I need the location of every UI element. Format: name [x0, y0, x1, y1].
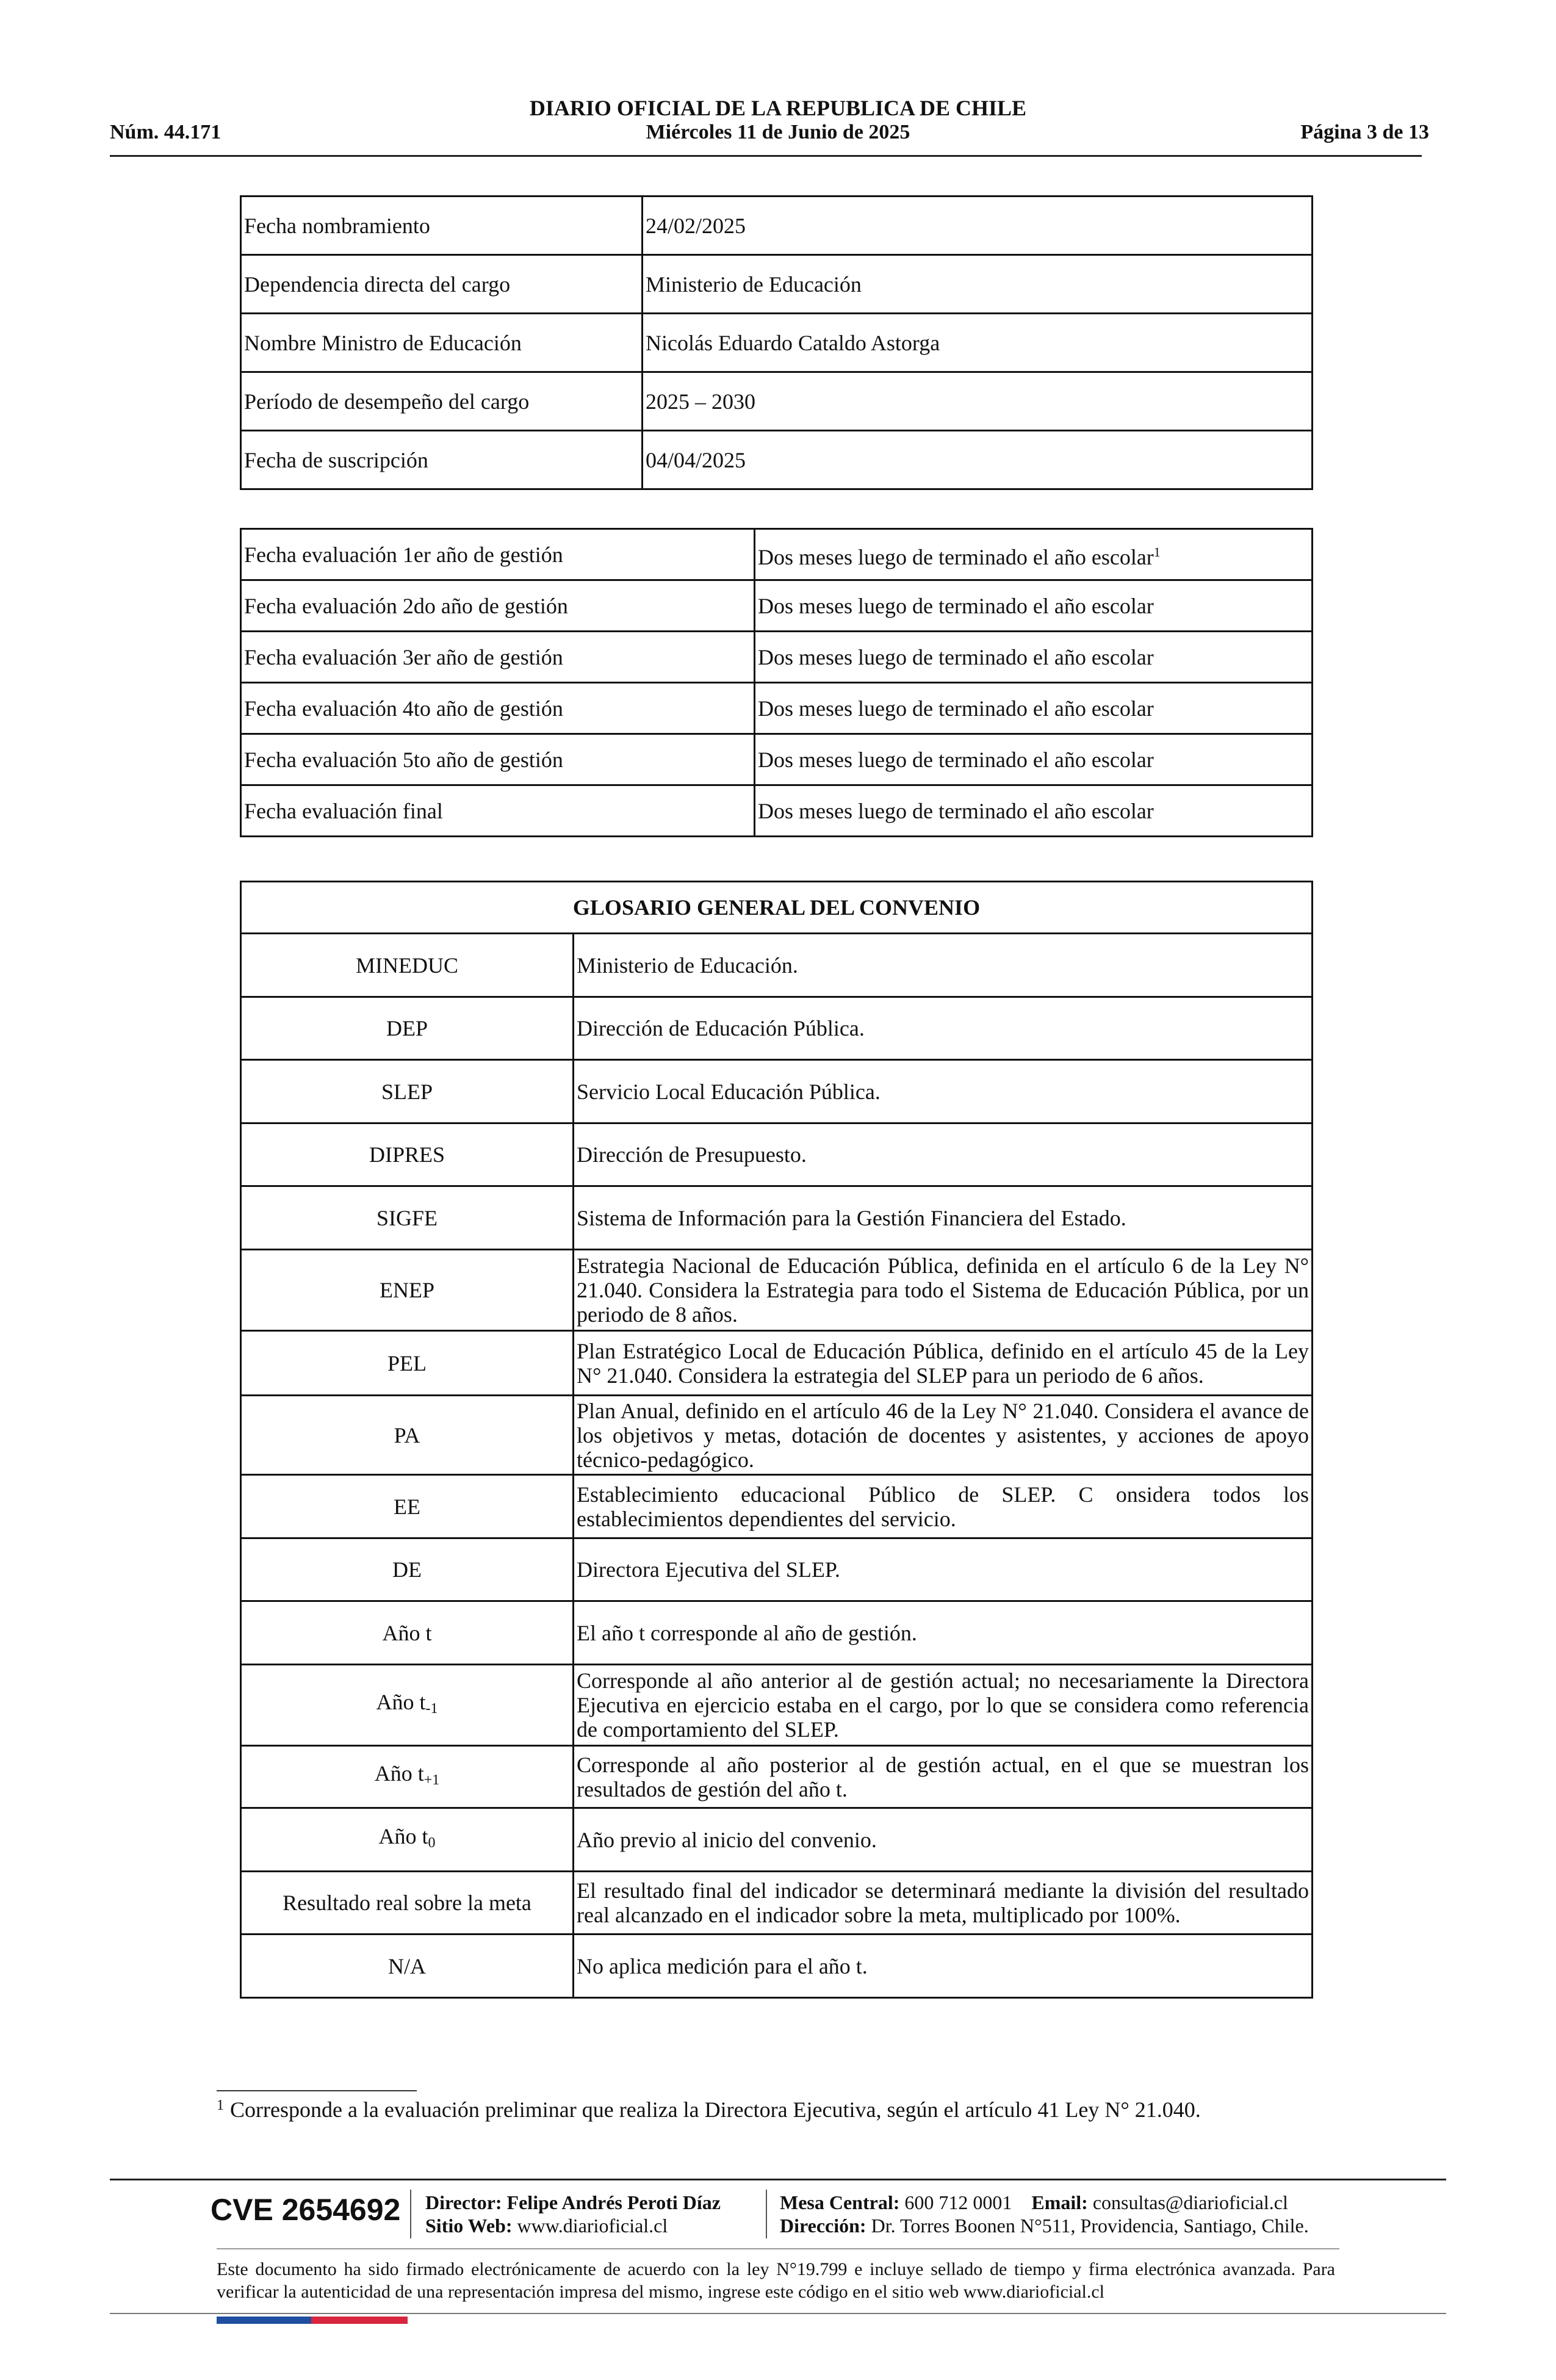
glossary-term: EE: [241, 1475, 574, 1538]
table-row: [241, 1250, 1313, 1331]
row-value: [755, 529, 1313, 580]
glossary-term: DIPRES: [241, 1123, 574, 1186]
row-label: Nombre Ministro de Educación: [241, 314, 643, 372]
table-row: [241, 997, 1313, 1060]
footnote-number: 1: [217, 2097, 224, 2113]
row-label: Fecha evaluación 5to año de gestión: [241, 734, 755, 785]
row-value: Dos meses luego de terminado el año escolar: [755, 580, 1313, 632]
glossary-definition: Directora Ejecutiva del SLEP.: [574, 1538, 1313, 1601]
row-value-text: Dos meses luego de terminado el año escolar: [758, 544, 1154, 569]
row-label: Fecha de suscripción: [241, 431, 643, 489]
table-row: [241, 1872, 1313, 1935]
mesa-phone: 600 712 0001: [904, 2191, 1012, 2213]
table-row: [241, 1186, 1313, 1250]
email-link[interactable]: consultas@diarioficial.cl: [1092, 2191, 1288, 2213]
table-row: [241, 1746, 1313, 1808]
glossary-term: Resultado real sobre la meta: [241, 1872, 574, 1935]
row-label: Fecha nombramiento: [241, 197, 643, 255]
table-row: [241, 1935, 1313, 1998]
row-value: Dos meses luego de terminado el año escolar: [755, 734, 1313, 785]
table-row: [241, 734, 1313, 785]
glossary-term: PEL: [241, 1331, 574, 1396]
row-value: Ministerio de Educación: [643, 255, 1313, 314]
table-row: [241, 580, 1313, 632]
term-text: Año t: [374, 1761, 424, 1786]
page-number: Página 3 de 13: [1300, 121, 1429, 143]
glossary-term: [241, 1665, 574, 1746]
row-label: Fecha evaluación 2do año de gestión: [241, 580, 755, 632]
table-row: [241, 255, 1313, 314]
glossary-definition: Estrategia Nacional de Educación Pública, definida en el artículo 6 de la Ley N° 21.040. Considera la Estrategia para todo el Sistema de Educación Pública, por un periodo de 8 años.: [574, 1250, 1313, 1331]
glossary-term: SLEP: [241, 1060, 574, 1123]
glossary-term: PA: [241, 1396, 574, 1475]
row-value: 2025 – 2030: [643, 372, 1313, 431]
table-row: [241, 431, 1313, 489]
glossary-definition: Año previo al inicio del convenio.: [574, 1808, 1313, 1872]
web-label: Sitio Web:: [425, 2215, 513, 2237]
flag-bar-blue: [217, 2317, 311, 2324]
glossary-definition: Corresponde al año posterior al de gestión actual, en el que se muestran los resultados de gestión del año t.: [574, 1746, 1313, 1808]
glossary-definition: Sistema de Información para la Gestión Financiera del Estado.: [574, 1186, 1313, 1250]
glossary-definition: El resultado final del indicador se determinará mediante la división del resultado real alcanzado en el indicador sobre la meta, multiplicado por 100%.: [574, 1872, 1313, 1935]
footer-director-block: [425, 2191, 721, 2237]
table-row: [241, 197, 1313, 255]
cve-code: CVE 2654692: [211, 2193, 401, 2227]
glossary-definition: Ministerio de Educación.: [574, 934, 1313, 997]
row-label: Fecha evaluación 1er año de gestión: [241, 529, 755, 580]
glossary-term: N/A: [241, 1935, 574, 1998]
row-value: 24/02/2025: [643, 197, 1313, 255]
term-subscript: -1: [425, 1700, 438, 1717]
table-row: [241, 372, 1313, 431]
glossary-definition: Establecimiento educacional Público de SLEP. C onsidera todos los establecimientos dependientes del servicio.: [574, 1475, 1313, 1538]
row-value: 04/04/2025: [643, 431, 1313, 489]
glossary-term: DE: [241, 1538, 574, 1601]
footer-legal-note: Este documento ha sido firmado electrónicamente de acuerdo con la ley N°19.799 e incluye sellado de tiempo y firma electrónica avanzada. Para verificar la autenticidad de una representación impresa del mismo, ingrese este código en el sitio web www.diarioficial.cl: [217, 2259, 1335, 2302]
evaluation-dates-table: [240, 528, 1313, 837]
glossary-term: Año t: [241, 1601, 574, 1665]
address-text: Dr. Torres Boonen N°511, Providencia, Santiago, Chile.: [871, 2215, 1309, 2237]
footer-separator: [766, 2190, 767, 2238]
mesa-label: Mesa Central:: [780, 2191, 900, 2213]
table-row: [241, 1060, 1313, 1123]
table-row: [241, 1665, 1313, 1746]
table-row: [241, 1396, 1313, 1475]
web-link[interactable]: www.diarioficial.cl: [517, 2215, 668, 2237]
table-row: [241, 314, 1313, 372]
footer-bottom-divider: [110, 2313, 1446, 2314]
term-text: Año t: [376, 1689, 426, 1714]
footnote-divider: [217, 2090, 417, 2091]
glossary-term: MINEDUC: [241, 934, 574, 997]
footnote-text: Corresponde a la evaluación preliminar que realiza la Directora Ejecutiva, según el artículo 41 Ley N° 21.040.: [230, 2097, 1201, 2122]
term-subscript: +1: [423, 1772, 440, 1788]
term-subscript: 0: [428, 1835, 436, 1851]
table-row: [241, 529, 1313, 580]
row-label: Dependencia directa del cargo: [241, 255, 643, 314]
issue-date: Miércoles 11 de Junio de 2025: [646, 121, 910, 143]
row-label: Fecha evaluación 3er año de gestión: [241, 632, 755, 683]
table-row: [241, 934, 1313, 997]
table-row: [241, 1538, 1313, 1601]
row-value: Dos meses luego de terminado el año escolar: [755, 683, 1313, 734]
footer-contact-block: [780, 2191, 1309, 2237]
issue-number: Núm. 44.171: [110, 121, 222, 143]
flag-bar-red: [311, 2317, 408, 2324]
header-divider: [110, 155, 1422, 157]
glossary-header-row: [241, 882, 1313, 934]
newspaper-title: DIARIO OFICIAL DE LA REPUBLICA DE CHILE: [529, 96, 1027, 120]
glossary-definition: El año t corresponde al año de gestión.: [574, 1601, 1313, 1665]
table-row: [241, 1475, 1313, 1538]
glossary-term: ENEP: [241, 1250, 574, 1331]
glossary-term: [241, 1808, 574, 1872]
table-row: [241, 1123, 1313, 1186]
glossary-definition: Servicio Local Educación Pública.: [574, 1060, 1313, 1123]
table-row: [241, 1331, 1313, 1396]
footer-divider: [110, 2179, 1446, 2180]
glossary-definition: Dirección de Educación Pública.: [574, 997, 1313, 1060]
glossary-definition: Dirección de Presupuesto.: [574, 1123, 1313, 1186]
footer-separator: [410, 2190, 411, 2238]
glossary-term: [241, 1746, 574, 1808]
glossary-definition: Plan Anual, definido en el artículo 46 de la Ley N° 21.040. Considera el avance de los objetivos y metas, dotación de docentes y asistentes, y acciones de apoyo técnico-pedagógico.: [574, 1396, 1313, 1475]
footnote-ref[interactable]: 1: [1153, 544, 1161, 560]
footnote: [217, 2097, 1201, 2122]
appointment-table: [240, 195, 1313, 490]
row-value: Dos meses luego de terminado el año escolar: [755, 632, 1313, 683]
footer-inner-divider: [217, 2248, 1339, 2249]
glossary-term: DEP: [241, 997, 574, 1060]
table-row: [241, 632, 1313, 683]
email-label: Email:: [1031, 2191, 1088, 2213]
table-row: [241, 683, 1313, 734]
director-label: Director:: [425, 2191, 502, 2213]
glossary-definition: Plan Estratégico Local de Educación Pública, definido en el artículo 45 de la Ley N° 21.040. Considera la estrategia del SLEP para un periodo de 6 años.: [574, 1331, 1313, 1396]
row-label: Fecha evaluación 4to año de gestión: [241, 683, 755, 734]
row-label: Fecha evaluación final: [241, 785, 755, 837]
row-value: Dos meses luego de terminado el año escolar: [755, 785, 1313, 837]
address-label: Dirección:: [780, 2215, 866, 2237]
term-text: Año t: [378, 1824, 428, 1848]
table-row: [241, 1808, 1313, 1872]
glossary-title: GLOSARIO GENERAL DEL CONVENIO: [241, 882, 1313, 934]
glossary-definition: No aplica medición para el año t.: [574, 1935, 1313, 1998]
glossary-table: [240, 881, 1313, 1999]
row-value: Nicolás Eduardo Cataldo Astorga: [643, 314, 1313, 372]
row-label: Período de desempeño del cargo: [241, 372, 643, 431]
glossary-term: SIGFE: [241, 1186, 574, 1250]
table-row: [241, 785, 1313, 837]
table-row: [241, 1601, 1313, 1665]
director-name: Felipe Andrés Peroti Díaz: [506, 2191, 721, 2213]
glossary-definition: Corresponde al año anterior al de gestión actual; no necesariamente la Directora Ejecutiva en ejercicio estaba en el cargo, por lo que se considera como referencia de comportamiento del SLEP.: [574, 1665, 1313, 1746]
